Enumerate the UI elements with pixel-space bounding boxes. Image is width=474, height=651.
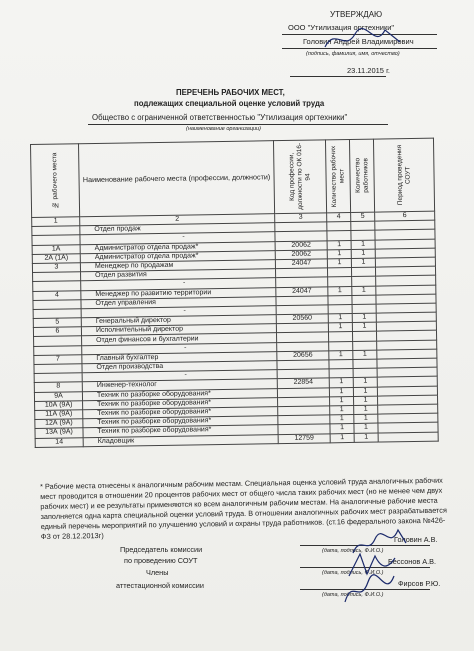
table-cell: 9А xyxy=(34,391,82,401)
table-cell: 1 xyxy=(327,249,351,259)
table-cell xyxy=(351,230,375,240)
approval-caption: (подпись, фамилия, имя, отчество) xyxy=(306,51,400,57)
table-cell: 1 xyxy=(351,249,375,259)
footnote: * Рабочие места отнесены к аналогичным рабочим местам. Специальная оценка условий труда аналогичных рабочих мест проводится в отношении 20 процентов рабочих мест от общего числа таких рабочих мест (но не менее чем двух рабочих мест) и ее результаты применяются ко всем аналогичным рабочим местам. На аналогичные рабочие места заполняется одна карта специальной оценки условий труда. В отношении аналогичных рабочих мест разрабатывается единый перечень мероприятий по улучшению условий и охраны труда работников. (ст.16 федерального закона №426-ФЗ от 28.12.2013г) xyxy=(40,475,447,541)
table-cell: Исполнительный директор xyxy=(81,324,276,336)
table-cell: 12759 xyxy=(278,433,330,443)
chair-label-1: Председатель комиссии xyxy=(120,545,203,554)
table-cell: - xyxy=(81,278,276,290)
table-cell xyxy=(329,369,353,379)
table-cell: 14 xyxy=(35,437,83,447)
table-cell xyxy=(352,295,376,305)
table-body xyxy=(32,220,438,447)
table-cell: 1 xyxy=(329,378,353,388)
table-cell: Администратор отдела продаж* xyxy=(80,250,275,262)
org-name-line xyxy=(88,124,388,125)
table-cell xyxy=(353,368,377,378)
chair-caption: (дата, подпись, Ф.И.О.) xyxy=(322,548,384,554)
table-cell: 1 xyxy=(353,377,377,387)
members-label-1: Члены xyxy=(146,568,169,577)
table-cell: 1 xyxy=(330,424,354,434)
header-number: 5 xyxy=(351,212,375,222)
table-cell: Отдел развития xyxy=(81,269,276,281)
table-cell xyxy=(353,341,377,351)
table-cell xyxy=(327,231,351,241)
table-header-cell: Количество работников xyxy=(349,139,374,212)
table-cell: 1 xyxy=(352,313,376,323)
header-number: 1 xyxy=(32,217,80,227)
table-cell: 1 xyxy=(353,350,377,360)
table-cell: 2А (1А) xyxy=(32,253,80,263)
table-cell: 24047 xyxy=(276,286,328,296)
table-cell: Отдел финансов и бухгалтерии xyxy=(82,333,277,345)
table-cell: 22854 xyxy=(277,378,329,388)
table-header-cell: Код профессии, должности по ОК 016-94 xyxy=(273,140,326,214)
table-header-cell: Наименование рабочего места (профессии, должности) xyxy=(79,141,275,217)
table-cell: Менеджер по развитию территории xyxy=(81,287,276,299)
table-cell: Генеральный директор xyxy=(81,315,276,327)
table-cell: 1 xyxy=(329,350,353,360)
table-cell: 1 xyxy=(352,286,376,296)
table-cell: Техник по разборке оборудования* xyxy=(83,416,278,428)
table-cell: - xyxy=(82,370,277,382)
table-cell xyxy=(351,267,375,277)
table-cell: 1 xyxy=(327,258,351,268)
member2-name: Фирсов Р.Ю. xyxy=(398,579,441,588)
table-cell: 1 xyxy=(351,258,375,268)
table-cell xyxy=(329,341,353,351)
table-cell: Техник по разборке оборудования* xyxy=(83,425,278,437)
table-cell: 4 xyxy=(33,290,81,300)
table-cell: Кладовщик xyxy=(83,434,278,446)
table-cell xyxy=(352,332,376,342)
chair-label-2: по проведению СОУТ xyxy=(124,556,198,565)
table-cell: 3 xyxy=(32,263,80,273)
member1-caption: (дата, подпись, Ф.И.О.) xyxy=(322,570,384,576)
table-cell: 1А xyxy=(32,244,80,254)
table-cell xyxy=(327,222,351,232)
table-cell: Техник по разборке оборудования* xyxy=(83,397,278,409)
table-cell: 1 xyxy=(328,314,352,324)
table-cell: 12А (9А) xyxy=(35,419,83,429)
table-cell: 1 xyxy=(328,286,352,296)
table-cell: 20062 xyxy=(275,240,327,250)
table-cell xyxy=(328,304,352,314)
doc-title: ПЕРЕЧЕНЬ РАБОЧИХ МЕСТ, xyxy=(176,88,285,97)
table-cell: 1 xyxy=(354,433,378,443)
table-cell: Отдел управления xyxy=(81,296,276,308)
header-number: 3 xyxy=(275,213,327,223)
table-cell xyxy=(352,276,376,286)
table-cell xyxy=(327,268,351,278)
members-label-2: аттестационной комиссии xyxy=(116,581,204,590)
table-cell: 11А (9А) xyxy=(35,410,83,420)
table-cell: 1 xyxy=(330,396,354,406)
table-cell: Отдел производства xyxy=(82,361,277,373)
table-cell: 1 xyxy=(351,240,375,250)
org-name: Общество с ограниченной ответственностью "Утилизация оргтехники" xyxy=(92,113,348,122)
header-number: 4 xyxy=(327,212,351,222)
table-cell xyxy=(328,295,352,305)
table-cell: 6 xyxy=(33,327,81,337)
table-cell: 24047 xyxy=(275,259,327,269)
table-cell: 1 xyxy=(354,405,378,415)
table-cell: 5 xyxy=(33,318,81,328)
table-cell: 1 xyxy=(330,433,354,443)
table-cell: Главный бухгалтер xyxy=(82,351,277,363)
table-cell: Отдел продаж xyxy=(80,223,275,235)
table-cell xyxy=(328,332,352,342)
table-cell: 1 xyxy=(330,415,354,425)
table-cell: Администратор отдела продаж* xyxy=(80,241,275,253)
table-cell: 10А (9А) xyxy=(35,400,83,410)
approval-person: Головин Андрей Владимирович xyxy=(303,37,414,46)
table-cell: 13А (9А) xyxy=(35,428,83,438)
table-cell xyxy=(352,304,376,314)
table-cell: Техник по разборке оборудования* xyxy=(83,407,278,419)
table-header-cell: Количество рабочих мест xyxy=(325,139,350,212)
approval-date-line xyxy=(290,76,386,77)
table-cell: 20062 xyxy=(275,250,327,260)
table-header-cell: Период проведения СОУТ xyxy=(373,138,434,212)
table-cell: - xyxy=(81,306,276,318)
table-cell xyxy=(353,359,377,369)
table-header-row xyxy=(31,138,435,217)
chair-name: Головин А.В. xyxy=(394,535,438,544)
table-cell: 1 xyxy=(330,405,354,415)
table-cell: 1 xyxy=(353,387,377,397)
header-number: 6 xyxy=(375,211,435,221)
approval-date: 23.11.2015 г. xyxy=(347,66,390,75)
table-cell: Инженер-технолог xyxy=(82,379,277,391)
table-cell xyxy=(329,359,353,369)
header-number: 2 xyxy=(80,214,275,226)
doc-subtitle: подлежащих специальной оценке условий труда xyxy=(134,99,325,108)
table-cell: 20560 xyxy=(276,314,328,324)
table-cell: 1 xyxy=(354,396,378,406)
table-cell xyxy=(378,432,438,442)
workplaces-table xyxy=(30,138,439,448)
table-cell: 20656 xyxy=(277,351,329,361)
table-cell: 1 xyxy=(352,322,376,332)
table-cell: 1 xyxy=(354,414,378,424)
table-cell: 1 xyxy=(327,240,351,250)
approval-org: ООО "Утилизация оргтехники" xyxy=(288,23,395,32)
approval-title: УТВЕРЖДАЮ xyxy=(330,10,383,19)
approval-signature xyxy=(320,22,410,57)
table-cell: 1 xyxy=(328,323,352,333)
table-header-cell: № рабочего места xyxy=(31,144,80,218)
member2-caption: (дата, подпись, Ф.И.О.) xyxy=(322,592,384,598)
table-cell xyxy=(328,277,352,287)
org-caption: (наименование организации) xyxy=(186,126,261,132)
table-cell: - xyxy=(80,232,275,244)
member1-name: Бессонов А.В. xyxy=(388,557,437,566)
table-cell: 8 xyxy=(34,382,82,392)
table-cell: 1 xyxy=(354,423,378,433)
table-cell: Менеджер по продажам xyxy=(80,260,275,272)
table-cell: 1 xyxy=(329,387,353,397)
table-cell: 7 xyxy=(34,355,82,365)
table-cell: Техник по разборке оборудования* xyxy=(82,388,277,400)
table-cell xyxy=(351,221,375,231)
table-cell: - xyxy=(82,342,277,354)
member2-signature xyxy=(340,570,400,610)
